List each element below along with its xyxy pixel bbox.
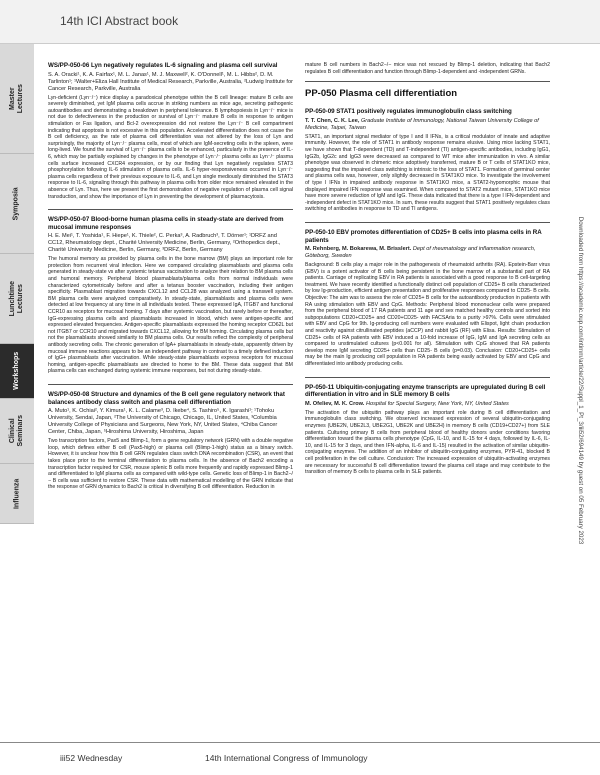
abstract-body: STAT1, an important signal mediator of type I and II IFNs, is a critical modulator of innate and adaptive immunity. However, the role of STAT1 in antibody response remains elusive. Using mice lacking STAT1, we have shown that T-dependent (TD) and T-independent (TI) antigen-specific antibodies, including IgG1, IgG2b, IgG2c and IgG3 were decreased as compared to WT mice after immunization in vivo. A similar phenotype was observed in chimeric mice adoptively transferred, mature B or T cells of STAT1KO mice, suggesting that the impaired class switching is intrinsic to the loss of STAT1. Formation of germinal center and plasma cells was, however, only slightly decreased in STAT1KO mice. To investigate the involvement of type I IFNs in impaired antibody response in STAT1KO mice, a STAT2-hypomorphic mouse that displayed impaired IFN response was examined. When compared to STAT2 mutant mice, STAT1KO mice have more severe reduction of IgM and IgG. These data indicated that there is a type I IFN-dependent and -independent defect in STAT1KO mice. In sum, these results suggest that STAT1 positively regulates class switching of antibodies in response to TD and TI antigens. <box>305 133 550 213</box>
divider <box>48 384 293 385</box>
download-note-text[interactable]: Downloaded from https://academic.oup.com/intimm/article/22/Suppl_1_Pt_3/iii52/694149 by guest on 05 February 2023 <box>577 216 585 544</box>
section-title: PP-050 Plasma cell differentiation <box>305 88 458 100</box>
sidebar-tab-master-lectures[interactable] <box>0 44 34 154</box>
sidebar-tab-workshops[interactable] <box>0 344 34 399</box>
abstract-title: WS/PP-050-07 Blood-borne human plasma cells in steady-state are derived from mucosal immune responses <box>48 216 284 231</box>
page-header <box>0 0 600 44</box>
abstract <box>305 108 550 213</box>
divider <box>305 222 550 223</box>
sidebar-tab-label: Lunchtime Lectures <box>9 280 25 317</box>
continued-text: mature B cell numbers in Bach2−/− mice was not rescued by Blimp-1 deletion, indicating that Bach2 regulates B cell differentiation and function through Blimp-1-dependent and -independent GRNs. <box>305 62 550 75</box>
page-header-title: 14th ICI Abstract book <box>60 14 179 28</box>
sidebar-tab-label: Symposia <box>13 186 21 221</box>
abstract-title: WS/PP-050-08 Structure and dynamics of the B cell gene regulatory network that balances antibody class switch and plasma cell differentiation <box>48 390 285 406</box>
abstract-author-names: M. Rehnberg, M. Bokarewa, M. Brisslert. <box>305 246 412 253</box>
abstract-title: WS/PP-050-06 Lyn negatively regulates IL-6 signaling and plasma cell survival <box>48 62 278 69</box>
abstract-authors: H. E. Mei¹, T. Yoshida¹, F. Hiepe¹, K. Thiele², C. Perka³, A. Radbruch³, T. Dörner¹; ¹DRFZ and CC12, Rheumatology dept., Charité University Medicine, Berlin, Germany, ²Orthopedics dept., Charité University Medicine, Berlin, Germany, ³DRFZ, Berlin, Germany <box>48 233 281 254</box>
abstract-author-names: M. Ofeliev, M. K. Crow. <box>305 400 365 407</box>
conference-name: 14th International Congress of Immunology <box>205 753 368 763</box>
abstract-authors <box>305 401 550 408</box>
abstract-author-names: T. T. Chen, C. K. Lee, <box>305 117 360 124</box>
sidebar-tab-symposia[interactable] <box>0 154 34 254</box>
section-sidebar <box>0 44 34 744</box>
abstract-authors: S. A. Oracki¹, K. A. Fairfax¹, M. L. Janas¹, M. J. Maxwell², K. O'Donnell¹, M. L. Hibbs², D. M. Tarlinton¹; ¹Walter+Eliza Hall Institute of Medical Research, Parkville, Australia, ²Ludwig Institute for Cancer Research, Parkville, Australia <box>48 71 293 92</box>
download-note <box>574 100 588 660</box>
abstract-body: The activation of the ubiquitin pathway plays an important role during B cell differentiation and immunoglobulin class switching. We observed increased expression of several ubiquitin-conjugating enzymes (UBE2N, UBE2L3, UBE2G1, UBE2K and UBE2H) in memory B cells (CD19+CD27+) from SLE patients. Culturing primary B cells from peripheral blood of healthy donors under conditions favoring differentiation toward the plasma cells phenotype (CpG, IL-10, and IL-15 for 4 days, followed by IL-6, IL-10, and IL-15 for 3 days, and then IFN-alpha, IL-6 and IL-15) resulted in the activation of similar ubiquitin-conjugating enzymes. The addition of an inhibitor of ubiquitin-conjugating enzymes, PYR-41, blocked B cell proliferation in the cell culture. Conclusion: The increased expression of ubiquitin-activating enzymes are necessary for successful B cell differentiation toward the plasma cell stage and may contribute to the transition of memory B cells to plasma cells in SLE patients. <box>305 409 550 476</box>
abstract <box>48 62 293 200</box>
abstract-title: PP-050-09 STAT1 positively regulates immunoglobulin class switching <box>305 108 512 116</box>
sidebar-tab-lunchtime-lectures[interactable] <box>0 254 34 344</box>
divider <box>305 377 550 378</box>
page-number: iii52 Wednesday <box>60 753 123 763</box>
right-column <box>305 62 550 485</box>
abstract-affiliation: Dept of rheumatology and inflammation research, Göteborg, Sweden <box>305 246 536 260</box>
abstract <box>305 229 550 368</box>
abstract <box>305 384 550 476</box>
abstract <box>48 216 293 375</box>
abstract-authors <box>305 246 550 260</box>
divider <box>48 209 293 210</box>
abstract-body: Lyn-deficient (Lyn⁻/⁻) mice display a paradoxical phenotype within the B cell lineage: mature B cells are severely diminished, yet IgM plasma cells accrue in striking numbers as mice age, secreting pathogenic autoantibodies and demonstrating a breakdown in peripheral tolerance. B lymphopoiesis in Lyn⁻/⁻ mice is not due to defectiveness in the production or survival of Lyn⁻/⁻ mature B cells in response to antigen stimulation or Fas ligation, and Bcl-2 overexpression did not restore the Lyn⁻/⁻ B cell compartment indicating that apoptosis is not excessive in this population. Accelerated differentiation does not cause the B cell deficiency, as the rate of plasma cell differentiation was not altered by the loss of Lyn and surprisingly, the majority of Lyn⁻/⁻ plasma cells, most of which are IgM-secreting cells in the spleen, were long-lived. We found the survival of Lyn⁻/⁻ plasma cells to be enhanced, particularly in the presence of IL-6, which may be partially explained by changes in the phenotype of Lyn⁻/⁻ plasma cells as Lyn⁻/⁻ plasma cells surface increased CXCR4 expression, or by our finding that Lyn negatively regulates STAT3 phosphorylation following IL-6 stimulation of plasma cells. IL-6 hyper-responsiveness occurred in Lyn⁻/⁻ plasma cells regardless of their previous exposure to IL-6, and Lyn single mediously diminished the STAT3 response to IL-6, signaling through this pathway in plasma cells from older mice remained elevated in the absence of Lyn. Thus, here we present the first demonstration of negative regulation of plasma cell signal transduction, and show the importance of Lyn in preventing the development of plasmacytosis. <box>48 94 293 200</box>
sidebar-tab-label: Influenza <box>13 478 21 509</box>
abstract-authors <box>305 118 550 132</box>
abstract-affiliation: Hospital for Special Surgery, New York, NY, United States <box>365 400 509 407</box>
page-footer <box>0 742 600 775</box>
abstract-authors: A. Muto¹, K. Ochiai², Y. Kimura¹, K. L. Calame³, D. Ikebe⁴, S. Tashiro⁵, K. Igarashi¹; ¹Tohoku University, Sendai, Japan, ²The University of Chicago, Chicago, IL, United States, ³Columbia University College of Physicians and Surgeons, New York, NY, United States, ⁴Chiba Cancer Center, Chiba, Japan, ⁵Hiroshima University, Hiroshima, Japan <box>48 408 278 436</box>
sidebar-tab-influenza[interactable] <box>0 464 34 524</box>
abstract-body: The humoral memory as provided by plasma cells in the bone marrow (BM) plays an important role for protection from recurrent viral infection. Here we compared circulating plasmablasts and plasma cells generated in steady-state vs after systemic tetanus vaccination to analyze their relation to BM plasma cells and humoral memory. Peripheral blood plasmablasts/plasma cells from normal individuals were characterized cytometrically before and after a tetanus booster vaccination, including their antigen specificity. Plasmablast migration towards CXCL12 and CCL28 was analyzed using a transwell system. BM plasma cells were analyzed comparatively. In steady-state, plasmablasts and plasma cells were detected at low frequency at any time in all individuals tested. These expressed IgA, ITGB7 and functional CCR10 as receptors for mucosal homing. 7 days after systemic vaccination, but rarely before or thereafter, IgG-expressing plasma cells and plasmablasts increased in blood, which were antigen-specific and expressed elevated frequencies. Antigen-specific plasmablasts expressed the homing receptor CD62L but not ITGB7 or CCR10 and migrated towards CXCL12, allowing for BM homing. Circulating plasma cells but not the plasmablasts showed similarity to BM plasma cells. Our results reflect the complexity of peripheral antibody secreting cells. The chronic generation of IgA+ plasmablasts in steady-state, apparently driven by mucosal immune reactions appears to be an independent pathway in contrast to a timely defined induction of IgG+ plasmablasts after vaccination. While steady-state plasmablasts express receptors for mucosal homing, antigen-specific plasmablasts are directed to home to the BM. These data suggest that BM plasma cells can exchanged during systemic immune responses, but not during steady-state. <box>48 256 293 375</box>
sidebar-tab-label: Clinical Seminars <box>9 415 24 447</box>
abstract-title: PP-050-10 EBV promotes differentiation of CD25+ B cells into plasma cells in RA patients <box>305 228 542 244</box>
abstract-affiliation: Graduate Institute of Immunology, National Taiwan University College of Medicine, Taipei, Taiwan <box>305 117 539 131</box>
abstract <box>48 391 293 491</box>
sidebar-tab-clinical-seminars[interactable] <box>0 399 34 464</box>
left-column <box>48 62 293 500</box>
abstract-body: Background: B cells play a major role in the pathogenesis of rheumatoid arthritis (RA). Epstein-Barr virus (EBV) is a potent activator of B cells being persistent in the bone marrow of a substantial part of RA patients. Carriage of replicating EBV in RA patients is associated with a good response to B cell-targeting treatment. We have recently identified a functionally distinct cell population of CD25+ B cells characterized by low Ig-production, efficient antigen presentation and proliferative responses compared to CD25- B cells. Objective: The aim was to assess the role of CD25+ B cells for the autoantibody production in patients with RA using stimulation with EBV and CpG. Methods: Peripheral blood mononuclear cells were prepared from the peripheral blood of 17 RA patients and 11 age and sex matched healthy controls and sorted into subpopulations CD20+CD25+ and CD20+CD25- with FACSAria to a purity >97%. Cells were stimulated with EBV and CpG for 9th. Ig-producing cell numbers were evaluated with Elispot, light chain production and reactivity against citrullinated peptides (aCCP) and rabbit IgG (RF) with Elisa. Results: Stimulation of CD25+ cells of RA patients with EBV induced a 10-fold increase of IgG, IgM and IgA secreting cells as compared to unstimulated cultures (p<0.001 for all). Stimulation with CpG showed that RA patients develop more IgM secreting CD25+ cells than CD25- B cells (p=0.03). Conclusion: CD20+CD25+ cells may be the main Ig producing cell population in RA patients being easily activated by EBV and CpG and differentiated into antibody producing cells. <box>305 262 550 367</box>
sidebar-tab-label: Workshops <box>13 352 21 390</box>
abstract-title: PP-050-11 Ubiquitin-conjugating enzyme transcripts are upregulated during B cell differentiation in vitro and in SLE memory B cells <box>305 383 546 399</box>
sidebar-tab-label: Master Lectures <box>9 83 24 114</box>
abstract-body: Two transcription factors, Pax5 and Blimp-1, form a gene regulatory network (GRN) with a double negative loop, which defines either B cell (Pax5-high) or plasma cell (Blimp-1-high) status as a binary switch. However, it is unclear how this B cell GRN regulates class switch DNA recombination (CSR), an event that takes place prior to the terminal differentiation to plasma cells. In the absence of Bach2 encoding a transcription factor required for CSR, mouse splenic B cells more frequently and rapidly expressed Blimp-1 and differentiated to IgM plasma cells as compared with wild-type cells. Genetic loss of Blimp-1 in Bach2−/− B cells was sufficient to restore CSR. These data with mathematical modelling of the GRN indicate that the response of GRN dynamics to Bach2 is critical in diversifying B cell differentiation. Reduction in <box>48 438 293 491</box>
